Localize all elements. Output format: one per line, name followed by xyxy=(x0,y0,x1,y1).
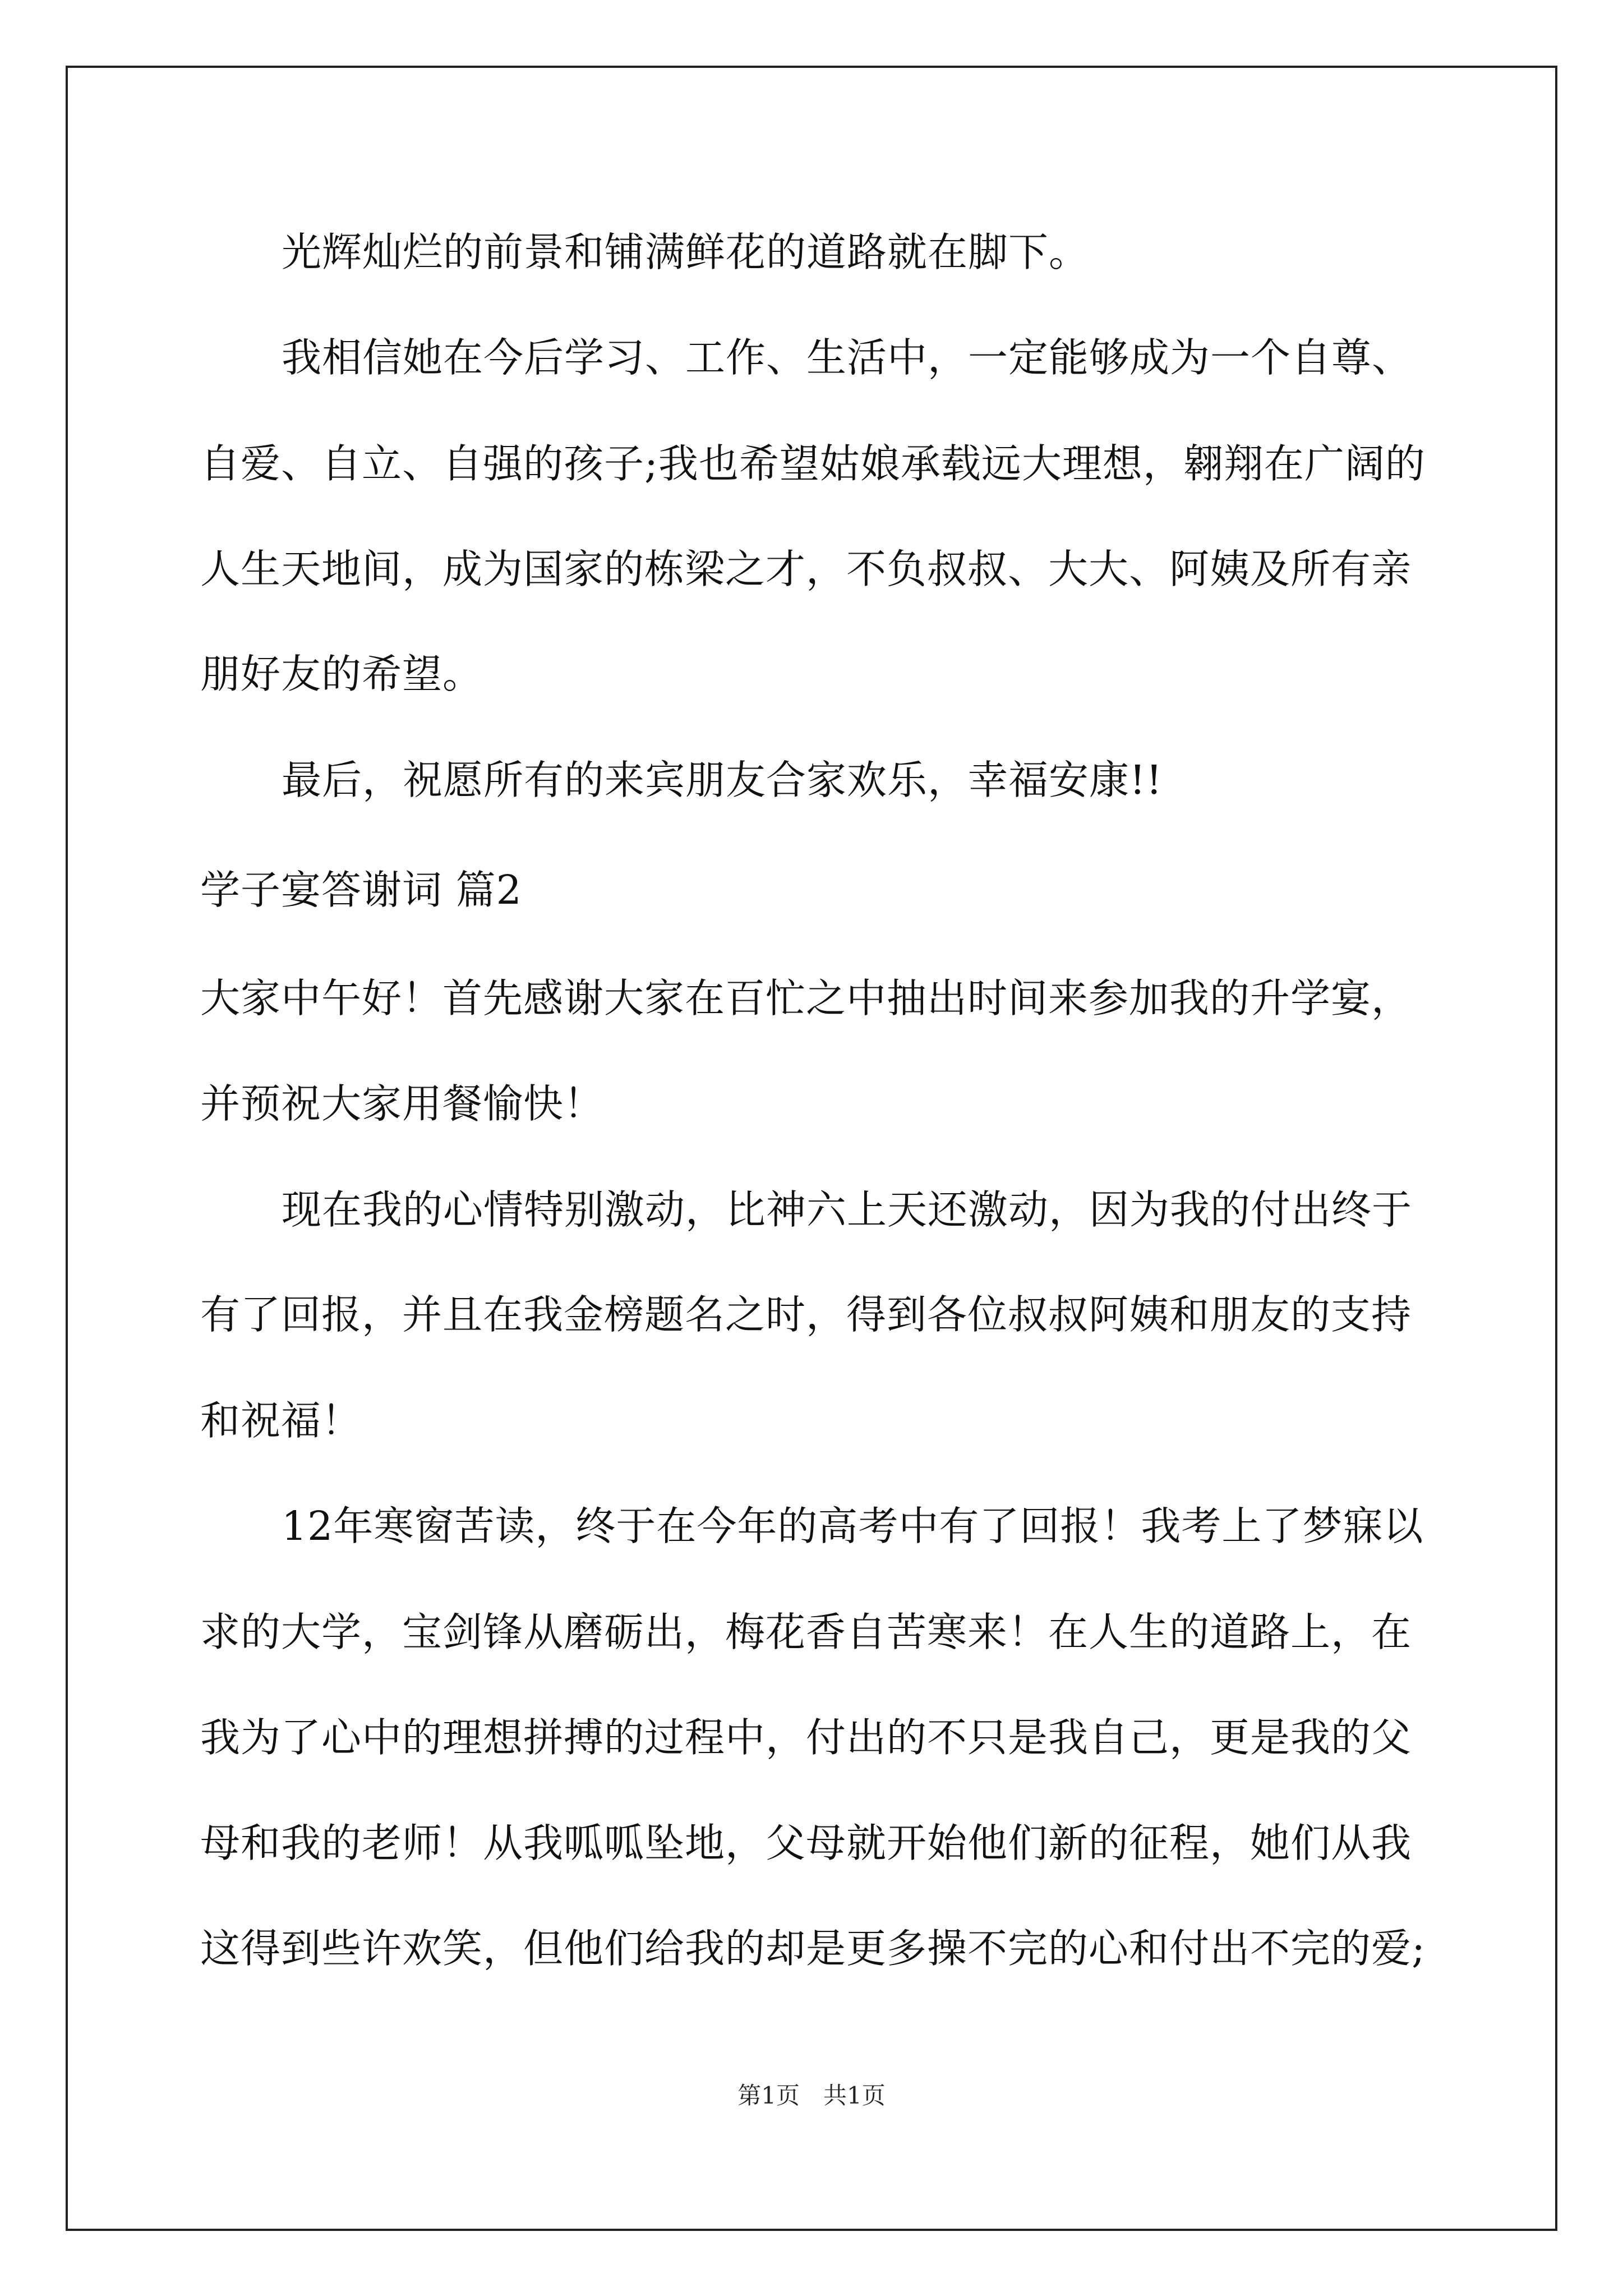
text-line: 这得到些许欢笑，但他们给我的却是更多操不完的心和付出不完的爱; xyxy=(200,1925,1426,1972)
text-line: 12年寒窗苦读，终于在今年的高考中有了回报！我考上了梦寐以 xyxy=(282,1503,1424,1549)
text-line: 我相信她在今后学习、工作、生活中，一定能够成为一个自尊、 xyxy=(282,334,1413,381)
text-line: 母和我的老师！从我呱呱坠地，父母就开始他们新的征程，她们从我 xyxy=(200,1820,1412,1866)
text-line: 朋好友的希望。 xyxy=(200,651,483,697)
text-line: 求的大学，宝剑锋从磨砺出，梅花香自苦寒来！在人生的道路上，在 xyxy=(200,1609,1412,1655)
text-line: 和祝福！ xyxy=(200,1397,362,1444)
text-line: 我为了心中的理想拼搏的过程中，付出的不只是我自己，更是我的父 xyxy=(200,1714,1412,1761)
text-line: 人生天地间，成为国家的栋梁之才，不负叔叔、大大、阿姨及所有亲 xyxy=(200,546,1412,592)
text-line: 现在我的心情特别激动，比神六上天还激动，因为我的付出终于 xyxy=(282,1186,1413,1233)
section-heading: 学子宴答谢词 篇2 xyxy=(200,867,522,913)
page-footer: 第1页 共1页 xyxy=(737,2082,886,2109)
text-line: 最后，祝愿所有的来宾朋友合家欢乐，幸福安康!! xyxy=(282,757,1163,803)
text-line: 光辉灿烂的前景和铺满鲜花的道路就在脚下。 xyxy=(282,229,1090,275)
text-line: 有了回报，并且在我金榜题名之时，得到各位叔叔阿姨和朋友的支持 xyxy=(200,1291,1412,1338)
page-border xyxy=(66,66,1557,2231)
text-line: 并预祝大家用餐愉快！ xyxy=(200,1080,605,1127)
text-line: 自爱、自立、自强的孩子;我也希望姑娘承载远大理想，翱翔在广阔的 xyxy=(200,440,1426,487)
text-line: 大家中午好！首先感谢大家在百忙之中抽出时间来参加我的升学宴， xyxy=(200,975,1412,1022)
